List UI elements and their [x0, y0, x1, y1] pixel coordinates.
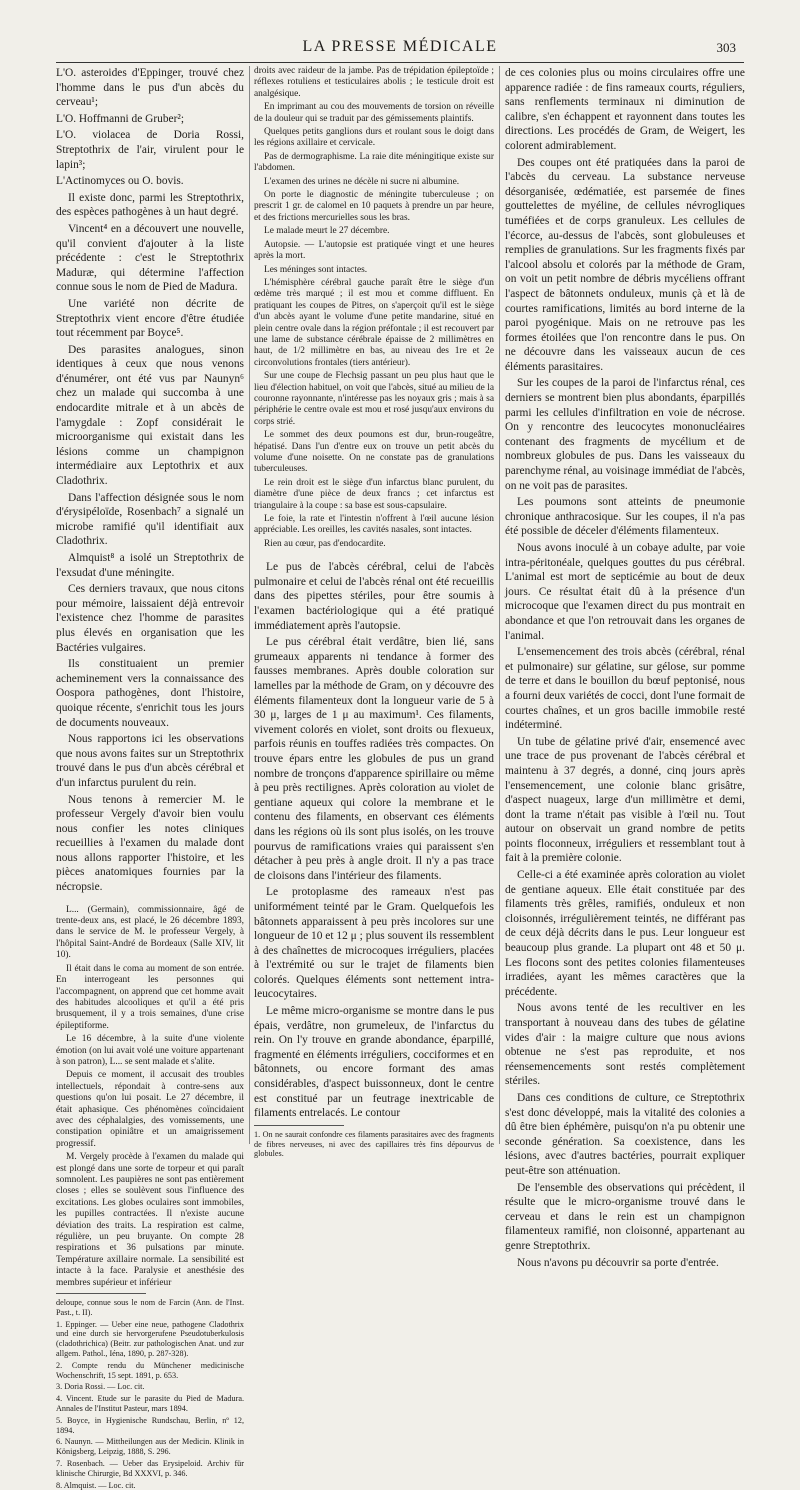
paragraph: De l'ensemble des observations qui précèdent, il résulte que le micro-organisme trouvé dans le cerveau et dans le rein est un champignon filamenteux ramifié, non cloisonné, appartenant au genre Streptothrix.: [505, 1181, 745, 1252]
page-header: [0, 34, 800, 60]
paragraph: Sur les coupes de la paroi de l'infarctus rénal, ces derniers se montrent bien plus abondants, éparpillés parmi les cellules d'infiltration en voie de nécrose. On y rencontre des leucocytes mononucléaires contenant des fragments de mycélium et de nombreux globules de pus. Dans les vaisseaux du parenchyme rénal, au voisinage immédiat de l'abcès, on ne voit pas de parasites.: [505, 377, 745, 492]
paragraph: L'O. violacea de Doria Rossi, Streptothrix de l'air, virulent pour le lapin³;: [56, 129, 244, 171]
column-divider: [249, 66, 250, 1144]
middle-column: [254, 66, 494, 1159]
paragraph: Nous tenons à remercier M. le professeur Vergely d'avoir bien voulu nous confier les notes cliniques recueillies à l'examen du malade dont nous allons rapporter l'histoire, et les pièces anatomiques fournies par la nécropsie.: [56, 793, 244, 894]
case-paragraph: M. Vergely procède à l'examen du malade qui est plongé dans une sorte de torpeur et qui paraît somnolent. Les paupières ne sont pas entièrement closes ; elles se soulèvent sous l'influence des excitations. Les globes oculaires sont immobiles, les pupilles contractées. Il n'existe aucune déviation des traits. La respiration est calme, régulière, un peu bruyante. On compte 28 respirations et 36 pulsations par minute. Température axillaire normale. La sensibilité est intacte à la face. Paralysie et anesthésie des membres supérieur et inférieur: [56, 1152, 244, 1288]
footnote: 8. Almquist. — Loc. cit.: [56, 1480, 136, 1490]
paragraph: L'O. Hoffmanni de Gruber²;: [56, 112, 184, 125]
paragraph: Un tube de gélatine privé d'air, ensemencé avec une trace de pus provenant de l'abcès cérébral et maintenu à 37 degrés, a donné, cinq jours après l'ensemencement, une colonie blanc grisâtre, d'aspect nuageux, large d'un millimètre et demi, dont la trame n'était pas visible à l'œil nu. Tout autour on observait un grand nombre de petits points floconneux, irréguliers et ressemblant tout à fait à la première colonie.: [505, 735, 745, 865]
paragraph: L'ensemencement des trois abcès (cérébral, rénal et pulmonaire) sur gélatine, sur gélose, sur pomme de terre et dans le bouillon du bœuf peptonisé, nous a fourni deux variétés de cocci, dont l'une formait de courtes chaînes, et un gros bacille immobile resté indéterminé.: [505, 646, 745, 732]
case-paragraph: Le 16 décembre, à la suite d'une violente émotion (on lui avait volé une voiture appartenant à son patron), L... se sent malade et s'alite.: [56, 1034, 244, 1067]
autopsy-paragraph: Autopsie. — L'autopsie est pratiquée vingt et une heures après la mort.: [254, 239, 494, 262]
paragraph: Le pus cérébral était verdâtre, bien lié, sans grumeaux apparents ni tendance à former des fausses membranes. Après double coloration sur lamelles par la méthode de Gram, on y découvre des éléments filamenteux dont la longueur varie de 5 à 30 μ, larges de 1 μ au maximum¹. Ces filaments, vivement colorés en violet, sont droits ou flexueux, parfois réunis en touffes radiées très compactes. On trouve épars entre les globules de pus un grand nombre de tronçons d'apparence spirillaire ou même à peu près rectilignes. Après coloration au violet de gentiane aqueux qui colore la membrane et le contenu des filaments, en observant ces éléments dans les régions où ils sont plus isolés, on les trouve pourvus de ramifications vraies qui paraissent s'en détacher à peu près à angle droit. Il n'y a pas trace de cloisons dans l'intérieur des filaments.: [254, 636, 494, 882]
paragraph: Le même micro-organisme se montre dans le pus épais, verdâtre, non grumeleux, de l'infarctus du rein. On l'y trouve en grande abondance, éparpillé, fragmenté en éléments irréguliers, cocciformes et en bâtonnets, ou encore formant des amas considérables, d'aspect buissonneux, dont le centre est constitué par un feutrage inextricable de filaments entrelacés. Le contour: [254, 1005, 494, 1120]
autopsy-paragraph: L'hémisphère cérébral gauche paraît être le siège d'un œdème très marqué ; il est mou et comme diffluent. En pratiquant les coupes de Pitres, on s'aperçoit qu'il est le siège d'un abcès ayant le volume d'une petite mandarine, situé en plein centre ovale dans la région préfontale ; il est recouvert par une lame de substance cérébrale épaisse de 2 millimètres en haut, de 1/2 millimètre en bas, au niveau des 1re et 2e circonvolutions frontales (tiers antérieur).: [254, 277, 494, 368]
case-paragraph: droits avec raideur de la jambe. Pas de trépidation épileptoïde ; réflexes rotuliens et testiculaires abolis ; le testicule droit est analgésique.: [254, 66, 494, 99]
paragraph: Nous rapportons ici les observations que nous avons faites sur un Streptothrix trouvé dans le pus d'un abcès cérébral et d'un infarctus purulent du rein.: [56, 733, 244, 789]
case-paragraph: En imprimant au cou des mouvements de torsion on réveille de la douleur qui se traduit par des gémissements plaintifs.: [254, 102, 494, 124]
paragraph: Dans ces conditions de culture, ce Streptothrix s'est donc développé, mais la vitalité des colonies a dû être bien éphémère, puisqu'on n'a pu obtenir une seconde génération. Sa coexistence, dans les lésions, avec d'autres bactéries, pourrait expliquer peut-être son atténuation.: [505, 1091, 745, 1177]
left-column: [56, 66, 244, 1490]
case-paragraph: L... (Germain), commissionnaire, âgé de trente-deux ans, est placé, le 26 décembre 1893, dans le service de M. le professeur Vergely, à l'hôpital Saint-André de Bordeaux (Salle XIV, lit 10).: [56, 904, 244, 961]
paragraph: Le pus de l'abcès cérébral, celui de l'abcès pulmonaire et celui de l'abcès rénal ont été recueillis dans des pipettes stériles, pour être soumis à l'examen bactériologique qui a été pratiqué immédiatement après l'autopsie.: [254, 561, 494, 632]
paragraph: L'Actinomyces ou O. bovis.: [56, 175, 184, 188]
paragraph: Dans l'affection désignée sous le nom d'érysipéloïde, Rosenbach⁷ a signalé un microbe ramifié qu'il identifiait aux Cladothrix.: [56, 491, 244, 548]
page-number: 303: [716, 40, 736, 55]
case-paragraph: Il était dans le coma au moment de son entrée. En interrogeant les personnes qui l'accompagnent, on apprend que cet homme avait des habitudes alcooliques et qu'il a été pris brusquement, il y a trois semaines, d'une crise épileptiforme.: [56, 963, 244, 1031]
paragraph: de ces colonies plus ou moins circulaires offre une apparence radiée : de fins rameaux courts, réguliers, sans renflements terminaux ni diminution de calibre, s'en échappent et rayonnent dans toutes les directions. Les procédés de Gram, de Weigert, les colorent admirablement.: [505, 67, 745, 152]
paragraph: Ils constituaient un premier acheminement vers la connaissance des Oospora pathogènes, dont l'histoire, quoique récente, s'enrichit tous les jours de documents nouveaux.: [56, 658, 244, 729]
paragraph: Nous avons inoculé à un cobaye adulte, par voie intra-péritonéale, quelques gouttes du pus cérébral. L'animal est mort de septicémie au bout de deux jours. Ce résultat était dû à la présence d'un microcoque que l'examen direct du pus montrait en abondance et que l'on retrouvait dans les organes de l'animal.: [505, 542, 745, 642]
autopsy-paragraph: Le rein droit est le siège d'un infarctus blanc purulent, du diamètre d'une pièce de deux francs ; cet infarctus est triangulaire à la coupe : sa base est sous-capsulaire.: [254, 477, 494, 511]
footnote: 5. Boyce, in Hygienische Rundschau, Berlin, nº 12, 1894.: [56, 1415, 244, 1435]
running-title: LA PRESSE MÉDICALE: [302, 38, 498, 55]
footnote-rule: [56, 1293, 146, 1294]
footnote: 3. Doria Rossi. — Loc. cit.: [56, 1382, 145, 1392]
footnote: 7. Rosenbach. — Ueber das Erysipeloid. Archiv für klinische Chirurgie, Bd XXXVI, p. 346.: [56, 1459, 244, 1478]
footnote: 1. Eppinger. — Ueber eine neue, pathogene Cladothrix und eine durch sie hervorgerufene Pseudotuberkulosis (cladothrichica) (Beitr. zur pathologischen Anat. und zur allgem. Pathol., Iéna, 1890, p. 287-328).: [56, 1319, 244, 1359]
autopsy-paragraph: Le sommet des deux poumons est dur, brun-rougeâtre, hépatisé. Dans l'un d'entre eux on trouve un petit abcès du volume d'une noisette. On ne constate pas de granulations tuberculeuses.: [254, 430, 494, 475]
paragraph: Des parasites analogues, sinon identiques à ceux que nous venons d'énumérer, ont été vus par Naunyn⁶ chez un malade qui succomba à une endocardite mitrale et à un abcès de l'amygdale : Zopf considérait le microorganisme qui existait dans les lésions comme un champignon intermédiaire aux Leptothrix et aux Cladothrix.: [56, 343, 244, 488]
autopsy-paragraph: Les méninges sont intactes.: [264, 264, 368, 275]
paragraph: Les poumons sont atteints de pneumonie chronique anthracosique. Sur les coupes, il n'a pas été possible de déceler d'éléments filamenteux.: [505, 496, 745, 538]
case-paragraph: On porte le diagnostic de méningite tuberculeuse ; on prescrit 1 gr. de calomel en 10 paquets à prendre un par heure, et des frictions mercurielles sous les bras.: [254, 190, 494, 223]
footnote-rule: [254, 1125, 344, 1126]
paragraph: Une variété non décrite de Streptothrix vient encore d'être étudiée tout récemment par Boyce⁵.: [56, 297, 244, 340]
paragraph: Nous n'avons pu découvrir sa porte d'entrée.: [517, 1256, 719, 1269]
paragraph: Nous avons tenté de les recultiver en les transportant à nouveau dans des tubes de gélatine vides d'air : la maigre culture que nous avions obtenue ne s'est pas reproduite, et nos réensemencements sont restés complètement stériles.: [505, 1002, 745, 1088]
paragraph: Ces derniers travaux, que nous citons pour mémoire, laissaient déjà entrevoir l'existence chez l'homme de parasites plus élevés en organisation que les Bactéries vulgaires.: [56, 583, 244, 654]
autopsy-paragraph: Sur une coupe de Flechsig passant un peu plus haut que le lieu d'élection habituel, on voit que l'abcès, situé au milieu de la couronne rayonnante, n'intéresse pas les noyaux gris ; mais à sa périphérie le centre ovale est mou et rosé jusqu'aux environs du corps strié.: [254, 371, 494, 427]
case-paragraph: Le malade meurt le 27 décembre.: [264, 226, 390, 237]
paragraph: Almquist⁸ a isolé un Streptothrix de l'exsudat d'une méningite.: [56, 552, 244, 579]
footnote: 6. Naunyn. — Mittheilungen aus der Medicin. Klinik in Königsberg, Leipzig, 1888, S. 296.: [56, 1437, 244, 1457]
paragraph: Il existe donc, parmi les Streptothrix, des espèces pathogènes à un haut degré.: [56, 191, 244, 219]
autopsy-paragraph: Rien au cœur, pas d'endocardite.: [264, 538, 386, 549]
footnote: 2. Compte rendu du Münchener medicinische Wochenschrift, 15 sept. 1891, p. 653.: [56, 1360, 244, 1380]
case-paragraph: L'examen des urines ne décèle ni sucre ni albumine.: [264, 176, 460, 187]
paragraph: Le protoplasme des rameaux n'est pas uniformément teinté par le Gram. Quelquefois les bâtonnets apparaissent à peu près incolores sur une longueur de 10 et 12 μ ; plus souvent ils ressemblent à des chaînettes de microcoques irréguliers, placées à l'extrémité ou sur le trajet de filaments bien colorés. Quelques éléments sont nettement intra-leucocytaires.: [254, 886, 494, 1001]
right-column: [505, 66, 745, 1269]
footnote: deloupe, connue sous le nom de Farcin (Ann. de l'Inst. Past., t. II).: [56, 1298, 244, 1317]
header-rule: [56, 62, 744, 63]
paragraph: L'O. asteroides d'Eppinger, trouvé chez l'homme dans le pus d'un abcès du cerveau¹;: [56, 67, 244, 109]
case-paragraph: Quelques petits ganglions durs et roulant sous le doigt dans les régions axillaire et cervicale.: [254, 127, 494, 149]
case-paragraph: Depuis ce moment, il accusait des troubles intellectuels, répondait à contre-sens aux questions qu'on lui posait. Le 27 décembre, il était aphasique. Ces phénomènes coïncidaient avec des céphalalgies, des vomissements, une constipation opiniâtre et un amaigrissement progressif.: [56, 1070, 244, 1149]
case-paragraph: Pas de dermographisme. La raie dite méningitique existe sur l'abdomen.: [254, 151, 494, 174]
column-divider: [499, 66, 500, 1144]
paragraph: Des coupes ont été pratiquées dans la paroi de l'abcès du cerveau. La substance nerveuse désorganisée, œdématiée, est parsemée de fines gouttelettes de myéline, de cellules névrogliques tuméfiées et de corps granuleux. Les cellules de l'écorce, au-dessus de l'abcès, sont globuleuses et remplies de granulations. Sur les fragments fixés par l'alcool absolu et colorés par la méthode de Gram, on voit un petit nombre de débris mycéliens offrant l'aspect de bâtonnets onduleux, munis çà et là de courtes ramifications, limités au bord interne de la paroi pyogénique. Mais on ne retrouve pas les formes étoilées que l'on rencontre dans le pus. On ne découvre dans les vaisseaux aucun de ces éléments parasitaires.: [505, 156, 745, 373]
paragraph: Celle-ci a été examinée après coloration au violet de gentiane aqueux. Elle était constituée par des filaments très grêles, ramifiés, onduleux et non cloisonnés, irrégulièrement teintés, ne différant pas de ceux déjà décrits dans le pus. Leur longueur est beaucoup plus grande. La plupart ont 48 et 50 μ. Les flocons sont des petites colonies filamenteuses irradiées, ayant les mêmes caractères que la précédente.: [505, 869, 745, 998]
paragraph: Vincent⁴ en a découvert une nouvelle, qu'il convient d'ajouter à la liste précédente : c'est le Streptothrix Maduræ, qui détermine l'affection connue sous le nom de Pied de Madura.: [56, 222, 244, 294]
footnote: 4. Vincent. Etude sur le parasite du Pied de Madura. Annales de l'Institut Pasteur, mars 1894.: [56, 1394, 244, 1414]
footnote: 1. On ne saurait confondre ces filaments parasitaires avec des fragments de fibres nerveuses, ni avec des capillaires très fins dépourvus de globules.: [254, 1129, 494, 1159]
autopsy-paragraph: Le foie, la rate et l'intestin n'offrent à l'œil aucune lésion appréciable. Les oreilles, les cavités nasales, sont intactes.: [254, 514, 494, 536]
